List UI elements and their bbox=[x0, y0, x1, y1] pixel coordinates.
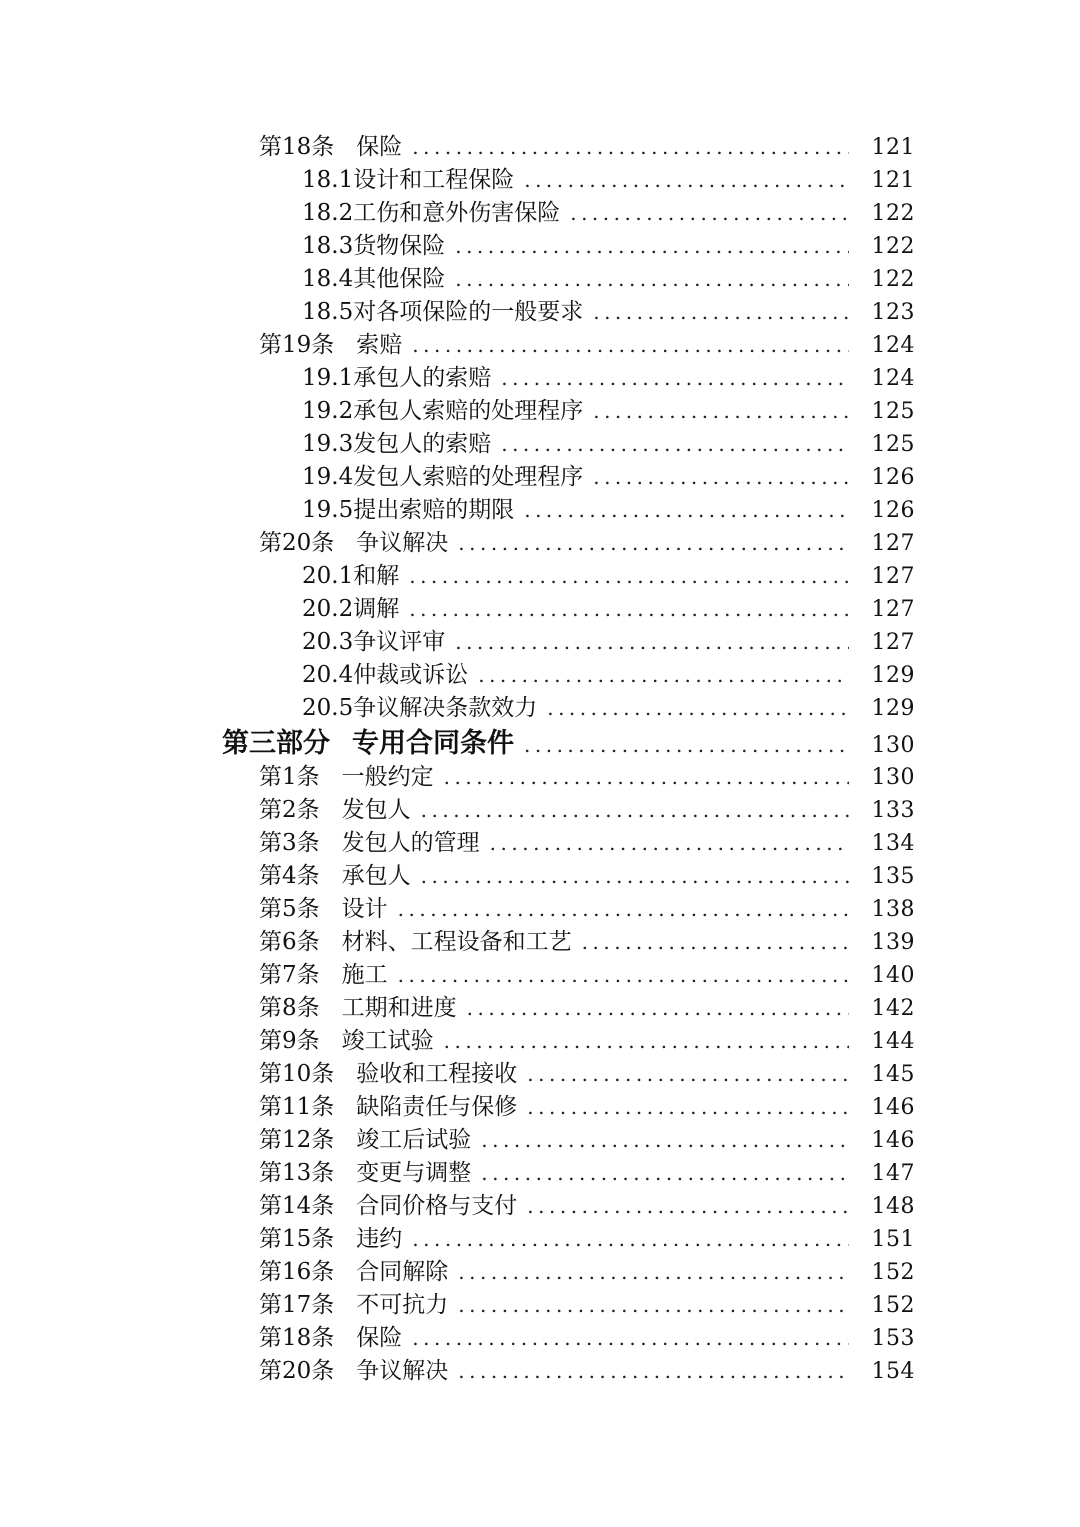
toc-subsection-entry[interactable] bbox=[0, 263, 1080, 296]
toc-article-entry[interactable] bbox=[0, 926, 1080, 959]
toc-entry-number: 第2条 bbox=[259, 797, 320, 823]
toc-entry-number: 18.1 bbox=[302, 167, 354, 193]
toc-entry-title: 合同价格与支付 bbox=[356, 1193, 518, 1219]
toc-entry-number: 第4条 bbox=[259, 863, 320, 889]
toc-entry-number: 第8条 bbox=[259, 995, 320, 1021]
toc-entry-number: 19.5 bbox=[302, 497, 354, 523]
toc-dot-leader bbox=[421, 794, 849, 827]
toc-entry-title: 调解 bbox=[353, 596, 400, 622]
toc-dot-leader bbox=[455, 230, 849, 263]
toc-entry-title: 和解 bbox=[353, 563, 400, 589]
toc-entry-title: 承包人索赔的处理程序 bbox=[353, 398, 584, 424]
toc-dot-leader bbox=[412, 131, 849, 164]
toc-subsection-entry[interactable] bbox=[0, 659, 1080, 692]
toc-entry-number: 18.2 bbox=[302, 200, 354, 226]
toc-entry-title: 施工 bbox=[341, 962, 388, 988]
toc-article-entry[interactable] bbox=[0, 959, 1080, 992]
toc-dot-leader bbox=[444, 761, 849, 794]
toc-article-entry[interactable] bbox=[0, 794, 1080, 827]
toc-entry-number: 20.1 bbox=[302, 563, 354, 589]
toc-dot-leader bbox=[467, 992, 849, 1025]
toc-page-number: 130 bbox=[871, 733, 915, 758]
toc-page-number: 129 bbox=[871, 696, 915, 721]
toc-subsection-entry[interactable] bbox=[0, 428, 1080, 461]
toc-entry-number: 第10条 bbox=[259, 1061, 335, 1087]
toc-part-heading[interactable] bbox=[0, 725, 1080, 761]
toc-page-number: 121 bbox=[871, 135, 915, 160]
toc-entry-number: 19.4 bbox=[302, 464, 354, 490]
toc-entry-title: 竣工试验 bbox=[341, 1028, 434, 1054]
toc-dot-leader bbox=[412, 329, 849, 362]
toc-dot-leader bbox=[527, 1091, 849, 1124]
toc-entry-number: 20.4 bbox=[302, 662, 354, 688]
toc-entry-title: 合同解除 bbox=[356, 1259, 449, 1285]
toc-dot-leader bbox=[490, 827, 849, 860]
toc-page-number: 125 bbox=[871, 399, 915, 424]
toc-page-number: 146 bbox=[871, 1095, 915, 1120]
toc-dot-leader bbox=[398, 893, 849, 926]
toc-entry-number: 18.5 bbox=[302, 299, 354, 325]
toc-dot-leader bbox=[593, 395, 849, 428]
toc-entry-number: 第20条 bbox=[259, 1358, 335, 1384]
toc-entry-title: 发包人的管理 bbox=[341, 830, 480, 856]
toc-entry-title: 承包人的索赔 bbox=[353, 365, 492, 391]
toc-page-number: 146 bbox=[871, 1128, 915, 1153]
toc-subsection-entry[interactable] bbox=[0, 560, 1080, 593]
toc-page-number: 127 bbox=[871, 564, 915, 589]
toc-entry-title: 发包人索赔的处理程序 bbox=[353, 464, 584, 490]
toc-entry-title: 其他保险 bbox=[353, 266, 446, 292]
toc-article-entry[interactable] bbox=[0, 1025, 1080, 1058]
toc-dot-leader bbox=[458, 527, 849, 560]
toc-entry-title: 一般约定 bbox=[341, 764, 434, 790]
toc-page-number: 151 bbox=[871, 1227, 915, 1252]
toc-subsection-entry[interactable] bbox=[0, 296, 1080, 329]
toc-entry-title: 争议评审 bbox=[353, 629, 446, 655]
toc-entry-number: 第9条 bbox=[259, 1028, 320, 1054]
toc-subsection-entry[interactable] bbox=[0, 626, 1080, 659]
toc-page-number: 142 bbox=[871, 996, 915, 1021]
toc-entry-title: 争议解决 bbox=[356, 530, 449, 556]
toc-dot-leader bbox=[458, 1355, 849, 1388]
toc-article-entry[interactable] bbox=[0, 1157, 1080, 1190]
toc-subsection-entry[interactable] bbox=[0, 362, 1080, 395]
toc-dot-leader bbox=[527, 1190, 849, 1223]
toc-page-number: 147 bbox=[871, 1161, 915, 1186]
toc-entry-number: 第14条 bbox=[259, 1193, 335, 1219]
toc-article-entry[interactable] bbox=[0, 860, 1080, 893]
toc-dot-leader bbox=[593, 461, 849, 494]
toc-article-entry[interactable] bbox=[0, 992, 1080, 1025]
toc-entry-title: 材料、工程设备和工艺 bbox=[341, 929, 572, 955]
toc-dot-leader bbox=[524, 494, 849, 527]
toc-entry-number: 第11条 bbox=[259, 1094, 335, 1120]
toc-page-number: 126 bbox=[871, 465, 915, 490]
toc-page-number: 135 bbox=[871, 864, 915, 889]
toc-entry-number: 第13条 bbox=[259, 1160, 335, 1186]
toc-dot-leader bbox=[524, 726, 849, 764]
toc-page-number: 129 bbox=[871, 663, 915, 688]
toc-entry-title: 发包人的索赔 bbox=[353, 431, 492, 457]
toc-dot-leader bbox=[501, 428, 849, 461]
toc-entry-title: 保险 bbox=[356, 134, 403, 160]
toc-article-entry[interactable] bbox=[0, 1355, 1080, 1388]
toc-entry-title: 专用合同条件 bbox=[352, 728, 514, 759]
toc-dot-leader bbox=[412, 1223, 849, 1256]
toc-entry-number: 第5条 bbox=[259, 896, 320, 922]
toc-article-entry[interactable] bbox=[0, 527, 1080, 560]
toc-page-number: 127 bbox=[871, 531, 915, 556]
toc-entry-title: 提出索赔的期限 bbox=[353, 497, 515, 523]
toc-entry-number: 第20条 bbox=[259, 530, 335, 556]
toc-entry-title: 工期和进度 bbox=[341, 995, 457, 1021]
toc-entry-number: 第12条 bbox=[259, 1127, 335, 1153]
toc-page-number: 121 bbox=[871, 168, 915, 193]
toc-subsection-entry[interactable] bbox=[0, 593, 1080, 626]
toc-dot-leader bbox=[458, 1289, 849, 1322]
toc-entry-title: 承包人 bbox=[341, 863, 411, 889]
toc-dot-leader bbox=[478, 659, 849, 692]
toc-page-number: 134 bbox=[871, 831, 915, 856]
toc-entry-number: 第7条 bbox=[259, 962, 320, 988]
toc-subsection-entry[interactable] bbox=[0, 494, 1080, 527]
toc-page-number: 126 bbox=[871, 498, 915, 523]
toc-dot-leader bbox=[527, 1058, 849, 1091]
toc-article-entry[interactable] bbox=[0, 761, 1080, 794]
toc-dot-leader bbox=[409, 593, 849, 626]
toc-page-number: 148 bbox=[871, 1194, 915, 1219]
toc-page-number: 144 bbox=[871, 1029, 915, 1054]
toc-entry-number: 19.3 bbox=[302, 431, 354, 457]
toc-article-entry[interactable] bbox=[0, 1190, 1080, 1223]
toc-page-number: 127 bbox=[871, 630, 915, 655]
toc-page-number: 154 bbox=[871, 1359, 915, 1384]
toc-article-entry[interactable] bbox=[0, 1058, 1080, 1091]
toc-entry-title: 设计和工程保险 bbox=[353, 167, 515, 193]
toc-entry-number: 20.2 bbox=[302, 596, 354, 622]
toc-dot-leader bbox=[481, 1157, 849, 1190]
toc-dot-leader bbox=[593, 296, 849, 329]
toc-subsection-entry[interactable] bbox=[0, 230, 1080, 263]
toc-page-number: 127 bbox=[871, 597, 915, 622]
toc-article-entry[interactable] bbox=[0, 827, 1080, 860]
toc-subsection-entry[interactable] bbox=[0, 197, 1080, 230]
toc-page-number: 124 bbox=[871, 366, 915, 391]
toc-entry-title: 发包人 bbox=[341, 797, 411, 823]
toc-entry-number: 18.4 bbox=[302, 266, 354, 292]
toc-page-number: 153 bbox=[871, 1326, 915, 1351]
toc-entry-title: 工伤和意外伤害保险 bbox=[353, 200, 561, 226]
toc-dot-leader bbox=[412, 1322, 849, 1355]
toc-dot-leader bbox=[455, 263, 849, 296]
toc-entry-number: 第18条 bbox=[259, 134, 335, 160]
toc-entry-title: 缺陷责任与保修 bbox=[356, 1094, 518, 1120]
toc-dot-leader bbox=[570, 197, 849, 230]
table-of-contents bbox=[0, 131, 1080, 1388]
toc-entry-title: 竣工后试验 bbox=[356, 1127, 472, 1153]
toc-dot-leader bbox=[398, 959, 849, 992]
toc-entry-title: 不可抗力 bbox=[356, 1292, 449, 1318]
toc-entry-number: 第17条 bbox=[259, 1292, 335, 1318]
toc-dot-leader bbox=[524, 164, 849, 197]
toc-entry-number: 第16条 bbox=[259, 1259, 335, 1285]
toc-entry-number: 20.5 bbox=[302, 695, 354, 721]
toc-page-number: 130 bbox=[871, 765, 915, 790]
toc-dot-leader bbox=[481, 1124, 849, 1157]
toc-page-number: 145 bbox=[871, 1062, 915, 1087]
toc-entry-number: 第1条 bbox=[259, 764, 320, 790]
toc-entry-title: 索赔 bbox=[356, 332, 403, 358]
toc-article-entry[interactable] bbox=[0, 1256, 1080, 1289]
toc-page-number: 125 bbox=[871, 432, 915, 457]
toc-entry-number: 第3条 bbox=[259, 830, 320, 856]
toc-entry-number: 第6条 bbox=[259, 929, 320, 955]
toc-page-number: 133 bbox=[871, 798, 915, 823]
toc-dot-leader bbox=[501, 362, 849, 395]
toc-article-entry[interactable] bbox=[0, 1091, 1080, 1124]
toc-entry-title: 争议解决 bbox=[356, 1358, 449, 1384]
toc-entry-title: 保险 bbox=[356, 1325, 403, 1351]
toc-entry-title: 设计 bbox=[341, 896, 388, 922]
toc-page-number: 140 bbox=[871, 963, 915, 988]
toc-entry-number: 第18条 bbox=[259, 1325, 335, 1351]
toc-page-number: 152 bbox=[871, 1260, 915, 1285]
toc-dot-leader bbox=[409, 560, 849, 593]
toc-article-entry[interactable] bbox=[0, 1124, 1080, 1157]
toc-subsection-entry[interactable] bbox=[0, 461, 1080, 494]
toc-article-entry[interactable] bbox=[0, 893, 1080, 926]
toc-entry-number: 19.1 bbox=[302, 365, 354, 391]
toc-dot-leader bbox=[455, 626, 849, 659]
toc-article-entry[interactable] bbox=[0, 1289, 1080, 1322]
toc-entry-title: 货物保险 bbox=[353, 233, 446, 259]
toc-dot-leader bbox=[458, 1256, 849, 1289]
toc-entry-title: 验收和工程接收 bbox=[356, 1061, 518, 1087]
toc-dot-leader bbox=[421, 860, 849, 893]
toc-entry-number: 19.2 bbox=[302, 398, 354, 424]
toc-article-entry[interactable] bbox=[0, 329, 1080, 362]
toc-page-number: 139 bbox=[871, 930, 915, 955]
toc-entry-title: 仲裁或诉讼 bbox=[353, 662, 469, 688]
toc-page-number: 122 bbox=[871, 267, 915, 292]
toc-entry-title: 对各项保险的一般要求 bbox=[353, 299, 584, 325]
toc-entry-number: 20.3 bbox=[302, 629, 354, 655]
toc-page-number: 123 bbox=[871, 300, 915, 325]
toc-page-number: 122 bbox=[871, 201, 915, 226]
toc-article-entry[interactable] bbox=[0, 1223, 1080, 1256]
toc-subsection-entry[interactable] bbox=[0, 692, 1080, 725]
toc-dot-leader bbox=[547, 692, 849, 725]
toc-entry-title: 争议解决条款效力 bbox=[353, 695, 538, 721]
toc-dot-leader bbox=[444, 1025, 849, 1058]
toc-article-entry[interactable] bbox=[0, 131, 1080, 164]
toc-page-number: 122 bbox=[871, 234, 915, 259]
toc-entry-number: 第15条 bbox=[259, 1226, 335, 1252]
toc-subsection-entry[interactable] bbox=[0, 395, 1080, 428]
toc-page-number: 138 bbox=[871, 897, 915, 922]
toc-page-number: 152 bbox=[871, 1293, 915, 1318]
toc-entry-number: 18.3 bbox=[302, 233, 354, 259]
toc-entry-title: 违约 bbox=[356, 1226, 403, 1252]
toc-subsection-entry[interactable] bbox=[0, 164, 1080, 197]
toc-entry-title: 变更与调整 bbox=[356, 1160, 472, 1186]
toc-page-number: 124 bbox=[871, 333, 915, 358]
toc-entry-number: 第三部分 bbox=[222, 728, 330, 759]
toc-dot-leader bbox=[582, 926, 849, 959]
toc-entry-number: 第19条 bbox=[259, 332, 335, 358]
toc-article-entry[interactable] bbox=[0, 1322, 1080, 1355]
